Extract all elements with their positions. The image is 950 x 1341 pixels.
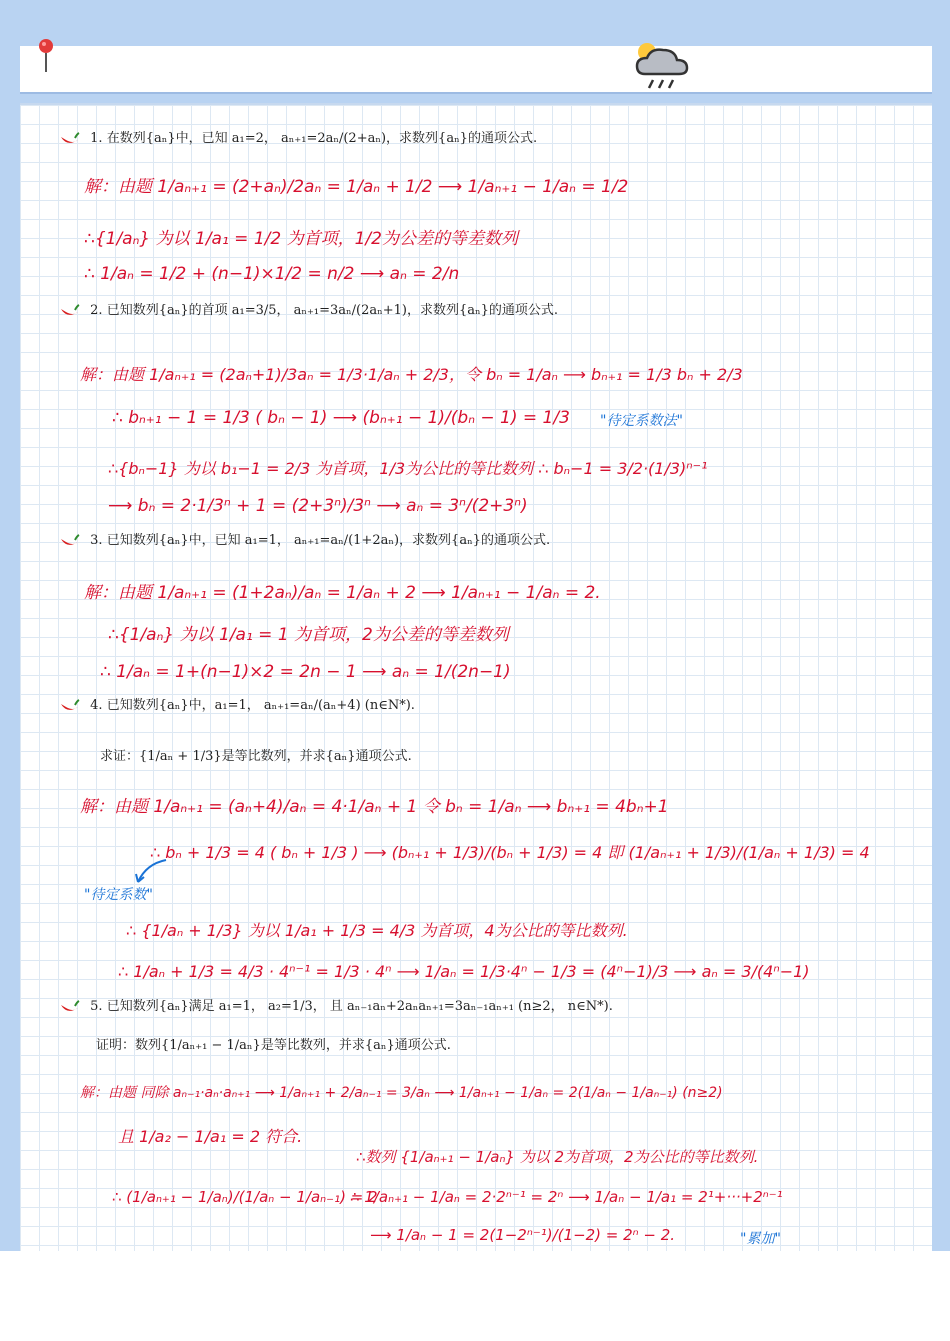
- chili-pepper-icon: [58, 303, 80, 319]
- chili-pepper-icon: [58, 533, 80, 549]
- problem-text: 已知数列{aₙ}中，a₁=1， aₙ₊₁=aₙ/(aₙ+4) (n∈N*).: [106, 698, 415, 713]
- problem-number: 4.: [90, 698, 103, 713]
- solution-line: 解：由题 1/aₙ₊₁ = (1+2aₙ)/aₙ = 1/aₙ + 2 ⟶ 1/aₙ₊₁ − 1/aₙ = 2.: [84, 583, 601, 603]
- solution-line: 解：由题 1/aₙ₊₁ = (2aₙ+1)/3aₙ = 1/3·1/aₙ + 2/3，令 bₙ = 1/aₙ ⟶ bₙ₊₁ = 1/3 bₙ + 2/3: [80, 365, 743, 384]
- problem-text: 已知数列{aₙ}中，已知 a₁=1， aₙ₊₁=aₙ/(1+2aₙ)，求数列{aₙ}的通项公式.: [106, 533, 551, 548]
- method-note: "待定系数法": [600, 413, 683, 429]
- bottom-whitespace: [0, 1251, 950, 1341]
- method-note: "待定系数": [84, 887, 153, 903]
- problem-number: 5.: [90, 999, 103, 1014]
- solution-line: ∴ 1/aₙ = 1/2 + (n−1)×1/2 = n/2 ⟶ aₙ = 2/n: [84, 264, 460, 284]
- chili-pepper-icon: [58, 698, 80, 714]
- solution-line: 解：由题 同除 aₙ₋₁·aₙ·aₙ₊₁ ⟶ 1/aₙ₊₁ + 2/aₙ₋₁ = 3/aₙ ⟶ 1/aₙ₊₁ − 1/aₙ = 2(1/aₙ − 1/aₙ₋₁) (n≥2): [80, 1085, 723, 1101]
- pushpin-icon: [34, 38, 58, 74]
- solution-line: ∴{1/aₙ} 为以 1/a₁ = 1 为首项，2为公差的等差数列: [108, 625, 509, 645]
- problem-number: 1.: [90, 131, 103, 146]
- problem-text: 在数列{aₙ}中，已知 a₁=2， aₙ₊₁=2aₙ/(2+aₙ)，求数列{aₙ}的通项公式.: [106, 131, 538, 146]
- problem-subtext: 求证：{1/aₙ + 1/3}是等比数列，并求{aₙ}通项公式.: [100, 749, 412, 764]
- problem-subtext: 证明：数列{1/aₙ₊₁ − 1/aₙ}是等比数列，并求{aₙ}通项公式.: [96, 1038, 451, 1053]
- solution-line: ∴ bₙ₊₁ − 1 = 1/3 ( bₙ − 1) ⟶ (bₙ₊₁ − 1)/(bₙ − 1) = 1/3: [112, 408, 570, 428]
- solution-line: ∴ 1/aₙ = 1+(n−1)×2 = 2n − 1 ⟶ aₙ = 1/(2n−1): [100, 662, 511, 682]
- problem-text: 已知数列{aₙ}满足 a₁=1， a₂=1/3， 且 aₙ₋₁aₙ+2aₙaₙ₊₁=3aₙ₋₁aₙ₊₁ (n≥2， n∈N*).: [106, 999, 613, 1014]
- problem-number: 3.: [90, 533, 103, 548]
- solution-line: ⟶ 1/aₙ − 1 = 2(1−2ⁿ⁻¹)/(1−2) = 2ⁿ − 2.: [370, 1226, 676, 1244]
- chili-pepper-icon: [58, 999, 80, 1015]
- arrow-icon: [130, 858, 170, 886]
- solution-line: ⟶ bₙ = 2·1/3ⁿ + 1 = (2+3ⁿ)/3ⁿ ⟶ aₙ = 3ⁿ/(2+3ⁿ): [108, 496, 528, 516]
- problem-5: [58, 998, 613, 1016]
- problem-3: [58, 532, 550, 550]
- problem-text: 已知数列{aₙ}的首项 a₁=3/5， aₙ₊₁=3aₙ/(2aₙ+1)，求数列{aₙ}的通项公式.: [106, 303, 559, 318]
- solution-line: ∴{1/aₙ} 为以 1/a₁ = 1/2 为首项，1/2为公差的等差数列: [84, 229, 518, 249]
- chili-pepper-icon: [58, 131, 80, 147]
- solution-line: ∴ {1/aₙ + 1/3} 为以 1/a₁ + 1/3 = 4/3 为首项，4为公比的等比数列.: [126, 921, 628, 940]
- method-note: "累加": [740, 1231, 781, 1247]
- solution-line: ∴ 1/aₙ₊₁ − 1/aₙ = 2·2ⁿ⁻¹ = 2ⁿ ⟶ 1/aₙ − 1/a₁ = 2¹+···+2ⁿ⁻¹: [350, 1188, 783, 1206]
- problem-2: [58, 302, 558, 320]
- rain-cloud-icon: [625, 38, 705, 90]
- top-banner: [20, 46, 932, 94]
- problem-4: [58, 697, 415, 715]
- solution-line: ∴ bₙ + 1/3 = 4 ( bₙ + 1/3 ) ⟶ (bₙ₊₁ + 1/3)/(bₙ + 1/3) = 4 即 (1/aₙ₊₁ + 1/3)/(1/aₙ + 1/3) = 4: [150, 843, 870, 862]
- problem-number: 2.: [90, 303, 103, 318]
- solution-line: ∴ 1/aₙ + 1/3 = 4/3 · 4ⁿ⁻¹ = 1/3 · 4ⁿ ⟶ 1/aₙ = 1/3·4ⁿ − 1/3 = (4ⁿ−1)/3 ⟶ aₙ = 3/(4ⁿ−1): [118, 962, 810, 981]
- solution-line: ∴数列 {1/aₙ₊₁ − 1/aₙ} 为以 2为首项，2为公比的等比数列.: [356, 1148, 759, 1166]
- problem-1: [58, 130, 537, 148]
- solution-line: 解：由题 1/aₙ₊₁ = (aₙ+4)/aₙ = 4·1/aₙ + 1 令 bₙ = 1/aₙ ⟶ bₙ₊₁ = 4bₙ+1: [80, 797, 669, 817]
- solution-line: 且 1/a₂ − 1/a₁ = 2 符合.: [118, 1127, 303, 1146]
- solution-line: ∴{bₙ−1} 为以 b₁−1 = 2/3 为首项，1/3为公比的等比数列 ∴ bₙ−1 = 3/2·(1/3)ⁿ⁻¹: [108, 459, 708, 478]
- solution-line: 解：由题 1/aₙ₊₁ = (2+aₙ)/2aₙ = 1/aₙ + 1/2 ⟶ 1/aₙ₊₁ − 1/aₙ = 1/2: [84, 177, 629, 197]
- solution-line: ∴ (1/aₙ₊₁ − 1/aₙ)/(1/aₙ − 1/aₙ₋₁) = 2: [112, 1188, 378, 1206]
